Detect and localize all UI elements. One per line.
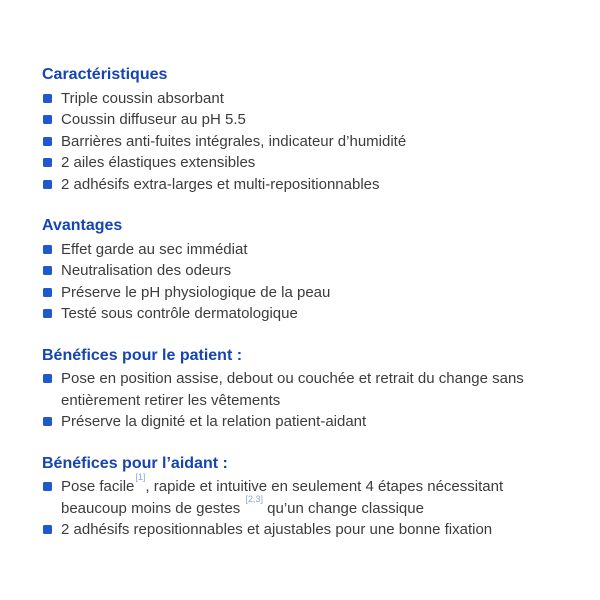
- list-item: [42, 131, 564, 153]
- feature-list: [42, 368, 564, 433]
- section-heading: Avantages: [42, 217, 123, 234]
- square-bullet-icon: [43, 417, 52, 426]
- square-bullet-icon: [43, 158, 52, 167]
- product-description: [42, 64, 564, 561]
- list-item: [42, 519, 564, 541]
- list-item: [42, 152, 564, 174]
- square-bullet-icon: [43, 266, 52, 275]
- list-item-text: Effet garde au sec immédiat: [61, 240, 248, 258]
- feature-list: [42, 239, 564, 325]
- footnote-reference: [1]: [135, 472, 146, 482]
- list-item: [42, 411, 564, 433]
- square-bullet-icon: [43, 180, 52, 189]
- list-item: [42, 88, 564, 110]
- square-bullet-icon: [43, 137, 52, 146]
- square-bullet-icon: [43, 94, 52, 103]
- section-heading: Bénéfices pour l’aidant :: [42, 454, 228, 472]
- list-item-text: Barrières anti-fuites intégrales, indicateur d’humidité: [61, 132, 407, 150]
- list-item-text: Pose en position assise, debout ou couchée et retrait du change sans entièrement retirer les vêtements: [61, 370, 524, 409]
- square-bullet-icon: [43, 288, 52, 297]
- square-bullet-icon: [43, 309, 52, 318]
- list-item: [42, 239, 564, 261]
- list-item: [42, 174, 564, 196]
- list-item-text: Pose facile[1], rapide et intuitive en seulement 4 étapes nécessitant beaucoup moins de gestes [2,3] qu’un change classique: [61, 472, 504, 517]
- list-item-text: Préserve le pH physiologique de la peau: [61, 283, 331, 301]
- section-benefices-patient: [42, 345, 564, 433]
- list-item: [42, 368, 564, 411]
- section-avantages: [42, 215, 564, 325]
- list-item-text: Coussin diffuseur au pH 5.5: [61, 111, 246, 128]
- list-item-text: 2 adhésifs extra-larges et multi-repositionnables: [61, 175, 380, 193]
- list-item-text: Testé sous contrôle dermatologique: [61, 305, 298, 322]
- list-item: [42, 472, 564, 519]
- list-item: [42, 282, 564, 304]
- footnote-reference: [2,3]: [245, 493, 263, 504]
- section-caracteristiques: [42, 64, 564, 195]
- section-heading: Bénéfices pour le patient :: [42, 346, 243, 364]
- list-item: [42, 109, 564, 131]
- section-benefices-aidant: [42, 453, 564, 541]
- list-item: [42, 260, 564, 282]
- list-item-text: Neutralisation des odeurs: [61, 262, 232, 279]
- feature-list: [42, 472, 564, 541]
- square-bullet-icon: [43, 245, 52, 254]
- section-heading: Caractéristiques: [42, 66, 168, 83]
- square-bullet-icon: [43, 525, 52, 534]
- square-bullet-icon: [43, 482, 52, 491]
- list-item: [42, 303, 564, 325]
- square-bullet-icon: [43, 374, 52, 383]
- list-item-text: Triple coussin absorbant: [61, 89, 224, 107]
- list-item-text: 2 adhésifs repositionnables et ajustables pour une bonne fixation: [61, 521, 493, 538]
- list-item-text: 2 ailes élastiques extensibles: [61, 154, 256, 171]
- square-bullet-icon: [43, 115, 52, 124]
- list-item-text: Préserve la dignité et la relation patient-aidant: [61, 413, 367, 430]
- feature-list: [42, 88, 564, 196]
